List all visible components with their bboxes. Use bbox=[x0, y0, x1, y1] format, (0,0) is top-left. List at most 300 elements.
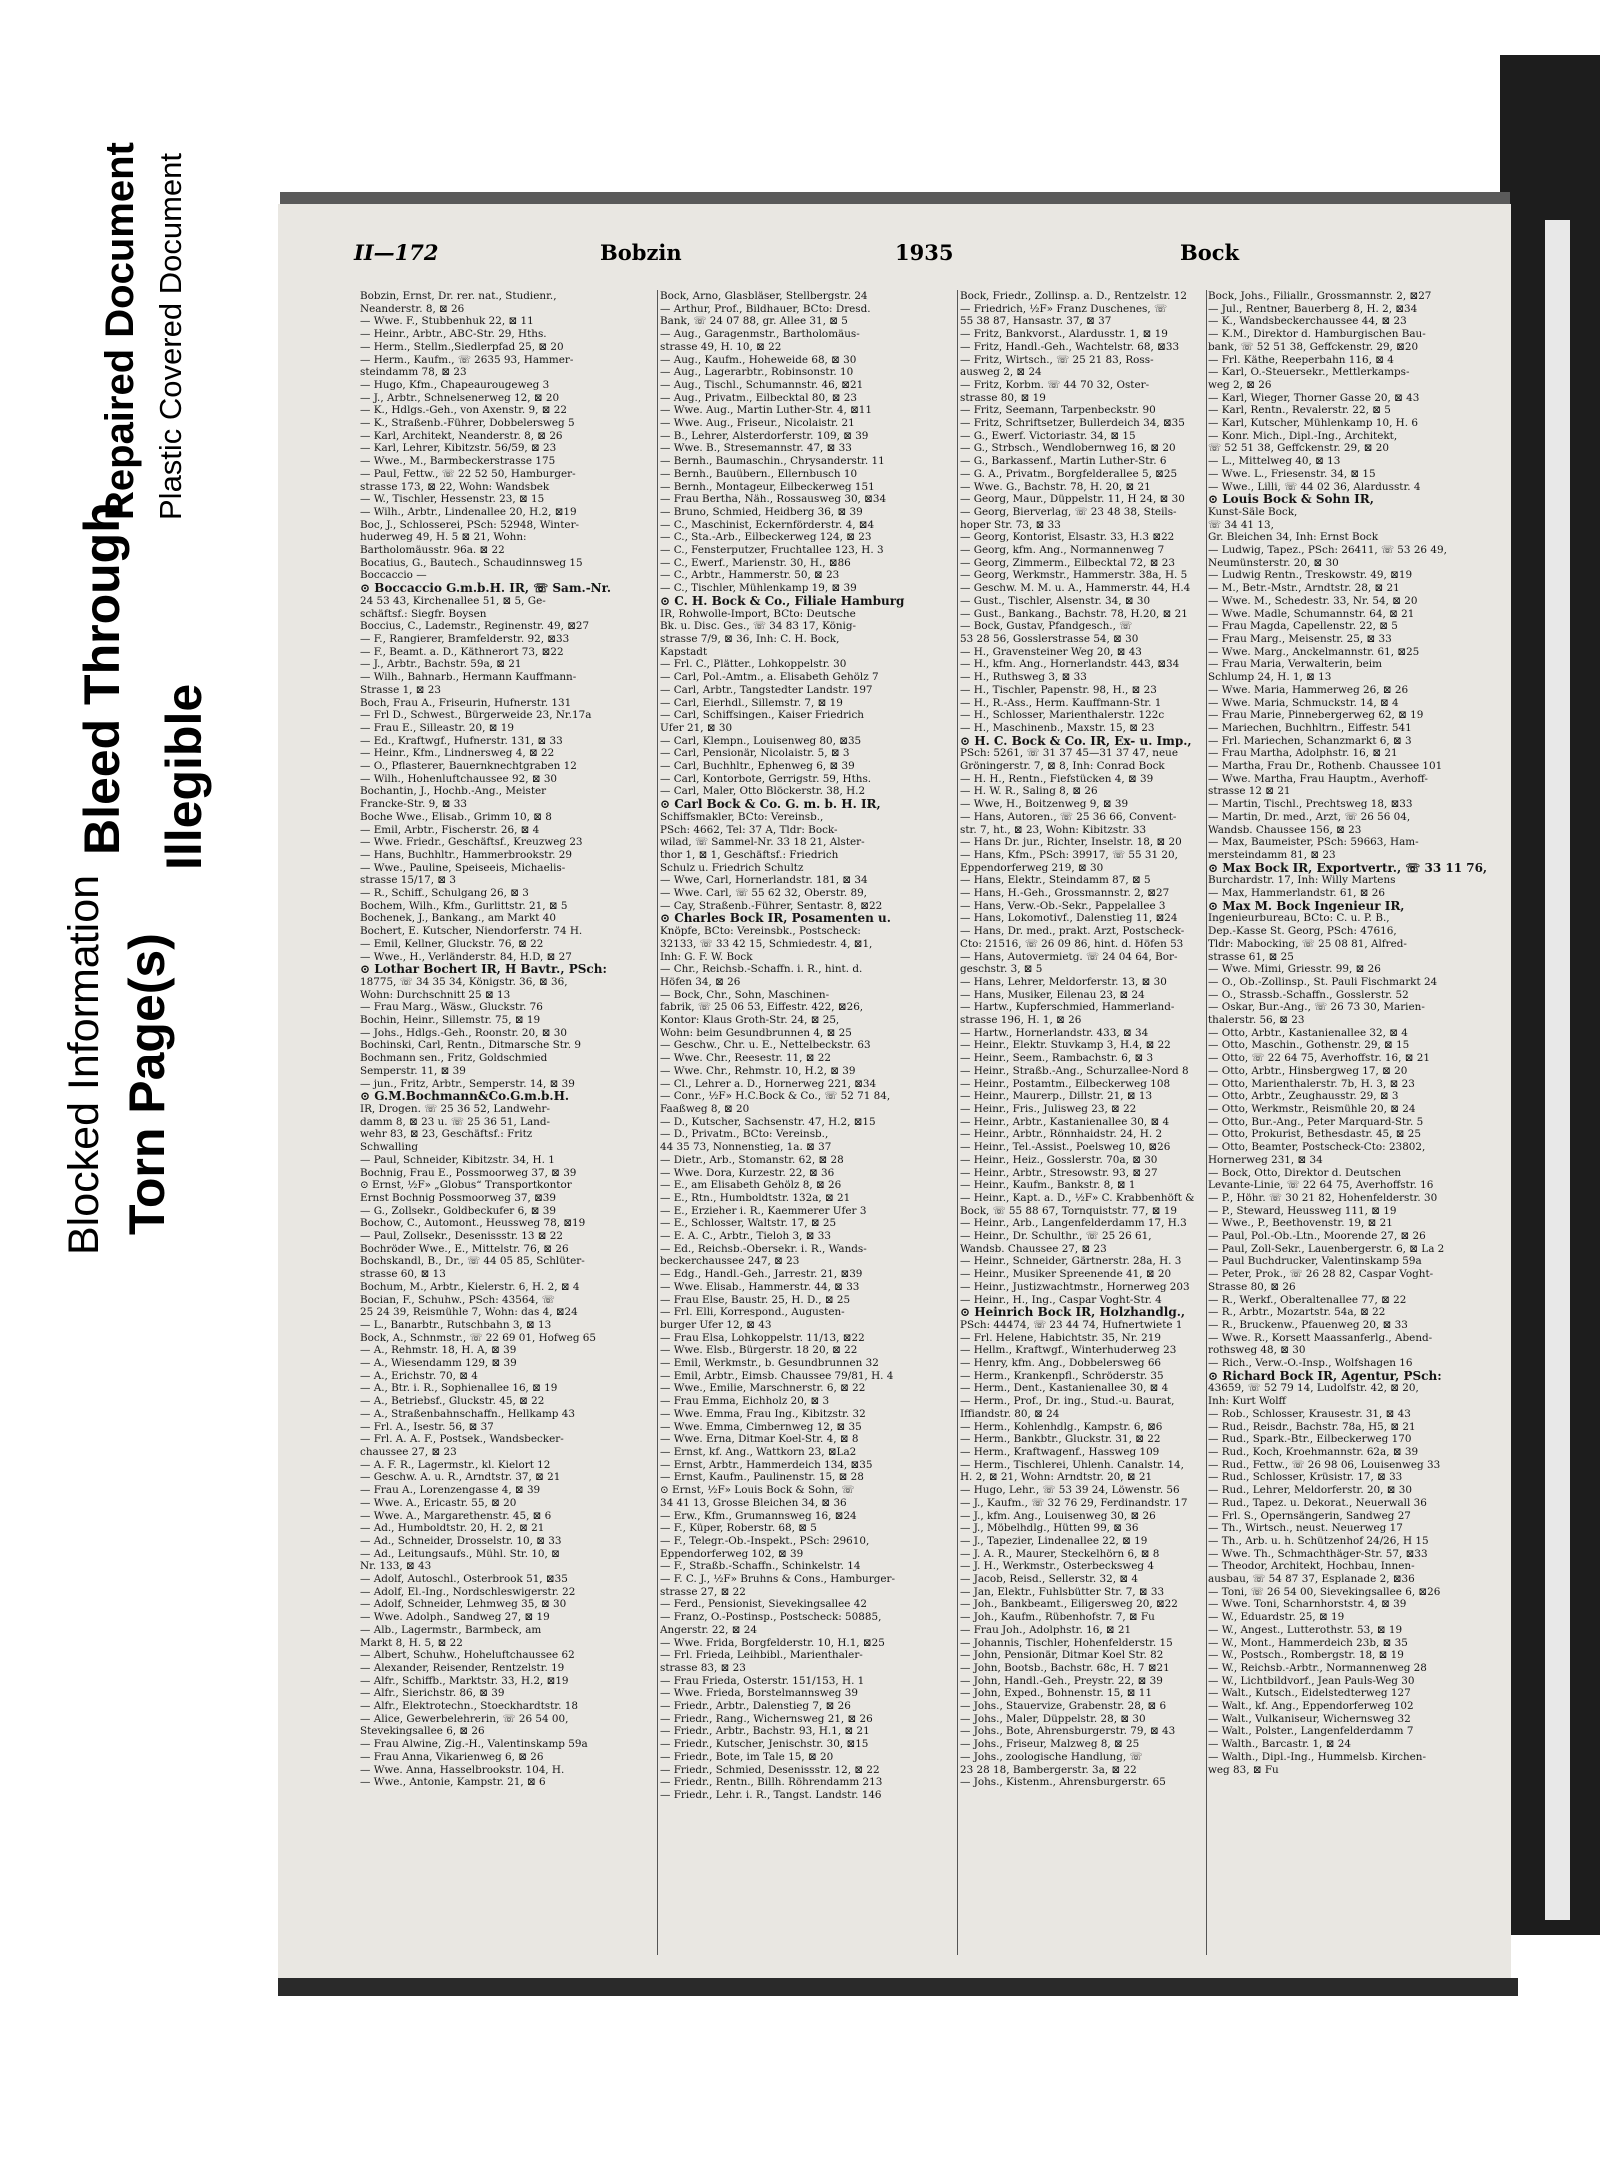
directory-entry-line: — H., Schlosser, Marienthalerstr. 122c bbox=[960, 709, 1165, 722]
directory-entry-line: — W., Postsch., Rombergstr. 18, ⊠ 19 bbox=[1208, 1649, 1404, 1662]
directory-entry-line: — Gust., Bankang., Bachstr. 78, H.20, ⊠ 21 bbox=[960, 607, 1188, 620]
directory-entry-line: — Frau Martha, Adolphstr. 16, ⊠ 21 bbox=[1208, 747, 1398, 760]
directory-entry-line: — Hans, Lokomotivf., Dalenstieg 11, ⊠24 bbox=[960, 912, 1178, 925]
directory-entry-line: — Mariechen, Buchhltrn., Eiffestr. 541 bbox=[1208, 721, 1412, 734]
directory-entry-line: — Karl, Wieger, Thorner Gasse 20, ⊠ 43 bbox=[1208, 391, 1420, 404]
directory-entry-line: — Rud., Koch, Kroehmannstr. 62a, ⊠ 39 bbox=[1208, 1445, 1419, 1458]
directory-entry-line: — Ad., Humboldtstr. 20, H. 2, ⊠ 21 bbox=[360, 1522, 545, 1535]
directory-entry-line: Boch, Frau A., Friseurin, Hufnerstr. 131 bbox=[360, 696, 572, 709]
directory-entry-line: — Otto, Prokurist, Bethesdastr. 45, ⊠ 25 bbox=[1208, 1128, 1422, 1141]
directory-entry-line: strasse 196, H. 1, ⊠ 26 bbox=[960, 1014, 1082, 1027]
directory-entry-line: — Emil, Arbtr., Eimsb. Chaussee 79/81, H. 4 bbox=[660, 1369, 894, 1382]
directory-entry-line: — Wwe. Adolph., Sandweg 27, ⊠ 19 bbox=[360, 1611, 550, 1624]
directory-entry-line: Bochskandl, B., Dr., ☏ 44 05 85, Schlüter- bbox=[360, 1255, 585, 1268]
directory-entry-line: — Aug., Tischl., Schumannstr. 46, ⊠21 bbox=[660, 378, 864, 391]
directory-entry-line: ⊙ Lothar Bochert IR, H Bavtr., PSch: bbox=[360, 963, 607, 976]
directory-entry-line: — Wwe. Carl, ☏ 55 62 32, Oberstr. 89, bbox=[660, 887, 867, 900]
directory-entry-line: — Paul Buchdrucker, Valentinskamp 59a bbox=[1208, 1255, 1422, 1268]
directory-entry-line: — H., Tischler, Papenstr. 98, H., ⊠ 23 bbox=[960, 683, 1157, 696]
directory-entry-line: 23 28 18, Bambergerstr. 3a, ⊠ 22 bbox=[960, 1763, 1137, 1776]
directory-entry-line: — Heinr., Postamtm., Eilbeckerweg 108 bbox=[960, 1077, 1171, 1090]
directory-entry-line: — Wwe. Anna, Hasselbrookstr. 104, H. bbox=[360, 1763, 565, 1776]
directory-entry-line: — Heinr., Straßb.-Ang., Schurzallee-Nord 8 bbox=[960, 1064, 1189, 1077]
directory-entry-line: Boccius, C., Lademstr., Reginenstr. 49, ⊠27 bbox=[360, 620, 590, 633]
directory-entry-line: strasse 15/17, ⊠ 3 bbox=[360, 874, 456, 887]
directory-entry-line: Bock, Friedr., Zollinsp. a. D., Rentzelstr. 12 bbox=[960, 290, 1187, 302]
directory-entry-line: — Ernst, Kaufm., Paulinenstr. 15, ⊠ 28 bbox=[660, 1471, 864, 1484]
directory-entry-line: — Aug., Privatm., Eilbecktal 80, ⊠ 23 bbox=[660, 391, 857, 404]
directory-entry-line: — H. W. R., Saling 8, ⊠ 26 bbox=[960, 785, 1098, 798]
directory-entry-line: — Georg, Kontorist, Elsastr. 33, H.3 ⊠22 bbox=[960, 531, 1175, 544]
directory-entry-line: Bk. u. Disc. Ges., ☏ 34 83 17, König- bbox=[660, 620, 857, 633]
directory-entry-line: Bochmann sen., Fritz, Goldschmied bbox=[360, 1052, 548, 1065]
directory-entry-line: — Paul, Zollsekr., Desenissstr. 13 ⊠ 22 bbox=[360, 1230, 564, 1243]
directory-entry-line: Wohn: beim Gesundbrunnen 4, ⊠ 25 bbox=[660, 1026, 852, 1039]
directory-entry-line: — Otto, Marienthalerstr. 7b, H. 3, ⊠ 23 bbox=[1208, 1077, 1415, 1090]
directory-entry-line: strasse 60, ⊠ 13 bbox=[360, 1268, 446, 1281]
header-left-word: Bobzin bbox=[600, 240, 682, 265]
directory-entry-line: PSch: 5261, ☏ 31 37 45—31 37 47, neue bbox=[960, 747, 1178, 760]
directory-entry-line: — Wwe. M., Schedestr. 33, Nr. 54, ⊠ 20 bbox=[1208, 594, 1418, 607]
directory-entry-line: — J., Kaufm., ☏ 32 76 29, Ferdinandstr. 17 bbox=[960, 1496, 1188, 1509]
directory-entry-line: — J., Arbtr., Schnelsenerweg 12, ⊠ 20 bbox=[360, 391, 560, 404]
directory-entry-line: — Frl. A., Isestr. 56, ⊠ 37 bbox=[360, 1420, 494, 1433]
directory-entry-line: — Bock, Otto, Direktor d. Deutschen bbox=[1208, 1166, 1402, 1179]
spine-page-edge bbox=[1545, 220, 1570, 1920]
directory-entry-line: — Frl. Helene, Habichtstr. 35, Nr. 219 bbox=[960, 1331, 1161, 1344]
directory-entry-line: 53 28 56, Gosslerstrasse 54, ⊠ 30 bbox=[960, 632, 1139, 645]
label-blocked-information: Blocked Information bbox=[60, 874, 108, 1255]
directory-entry-line: Bochinski, Carl, Rentn., Ditmarsche Str. 9 bbox=[360, 1039, 581, 1052]
directory-entry-line: — Emil, Kellner, Gluckstr. 76, ⊠ 22 bbox=[360, 937, 544, 950]
directory-entry-line: strasse 12 ⊠ 21 bbox=[1208, 785, 1291, 798]
directory-entry-line: beckerchaussee 247, ⊠ 23 bbox=[660, 1255, 800, 1268]
directory-entry-line: — Heinr., Arbtr., ABC-Str. 29, Hths. bbox=[360, 328, 547, 341]
directory-entry-line: — A., Betriebsf., Gluckstr. 45, ⊠ 22 bbox=[360, 1395, 545, 1408]
directory-entry-line: — J., Möbelhdlg., Hütten 99, ⊠ 36 bbox=[960, 1522, 1139, 1535]
directory-entry-line: — Rud., Lehrer, Meldorferstr. 20, ⊠ 30 bbox=[1208, 1484, 1413, 1497]
directory-entry-line: — F., Straßb.-Schaffn., Schinkelstr. 14 bbox=[660, 1560, 861, 1573]
directory-entry-line: — Alfr., Elektrotechn., Stoeckhardtstr. 18 bbox=[360, 1700, 578, 1713]
directory-entry-line: — Emil, Arbtr., Fischerstr. 26, ⊠ 4 bbox=[360, 823, 540, 836]
directory-entry-line: — E., am Elisabeth Gehölz 8, ⊠ 26 bbox=[660, 1179, 842, 1192]
directory-entry-line: — Wwe, H., Boitzenweg 9, ⊠ 39 bbox=[960, 798, 1129, 811]
column-divider bbox=[957, 290, 958, 1955]
directory-entry-line: Bocian, F., Schuhw., PSch: 43564, ☏ bbox=[360, 1293, 555, 1306]
directory-entry-line: — Hans, Verw.-Ob.-Sekr., Pappelallee 3 bbox=[960, 899, 1166, 912]
directory-entry-line: — Friedr., Bote, im Tale 15, ⊠ 20 bbox=[660, 1750, 834, 1763]
directory-entry-line: — Alb., Lagermstr., Barmbeck, am bbox=[360, 1623, 542, 1636]
directory-entry-line: ⊙ Carl Bock & Co. G. m. b. H. IR, bbox=[660, 798, 881, 811]
directory-entry-line: — Ludwig Rentn., Treskowstr. 49, ⊠19 bbox=[1208, 569, 1413, 582]
directory-entry-line: Gr. Bleichen 34, Inh: Ernst Bock bbox=[1208, 531, 1378, 544]
directory-entry-line: — Frl. Frieda, Leihbibl., Marienthaler- bbox=[660, 1649, 863, 1662]
directory-entry-line: — Ad., Schneider, Drosselstr. 10, ⊠ 33 bbox=[360, 1534, 562, 1547]
directory-column-2 bbox=[660, 290, 955, 1955]
directory-entry-line: Bochröder Wwe., E., Mittelstr. 76, ⊠ 26 bbox=[360, 1242, 569, 1255]
directory-entry-line: — Geschw. A. u. R., Arndtstr. 37, ⊠ 21 bbox=[360, 1471, 561, 1484]
directory-entry-line: — H., Ruthsweg 3, ⊠ 33 bbox=[960, 671, 1087, 684]
directory-entry-line: 24 53 43, Kirchenallee 51, ⊠ 5, Ge- bbox=[360, 594, 546, 607]
directory-entry-line: ⊙ Charles Bock IR, Posamenten u. bbox=[660, 912, 891, 926]
directory-entry-line: — Heinr., Arb., Langenfelderdamm 17, H.3 bbox=[960, 1217, 1187, 1230]
directory-entry-line: — Heinr., Kapt. a. D., ½F» C. Krabbenhöft & bbox=[960, 1191, 1195, 1204]
directory-entry-line: — Toni, ☏ 26 54 00, Sievekingsallee 6, ⊠26 bbox=[1208, 1585, 1441, 1598]
directory-entry-line: — Rud., Tapez. u. Dekorat., Neuerwall 36 bbox=[1208, 1496, 1427, 1509]
directory-entry-line: 18775, ☏ 34 35 34, Königstr. 36, ⊠ 36, bbox=[360, 975, 568, 988]
directory-entry-line: — Frau Marie, Pinnebergerweg 62, ⊠ 19 bbox=[1208, 709, 1424, 722]
directory-entry-line: Eppendorferweg 219, ⊠ 30 bbox=[960, 861, 1104, 874]
directory-entry-line: — Carl, Eierhdl., Sillemstr. 7, ⊠ 19 bbox=[660, 696, 843, 709]
directory-entry-line: — Wwe., Antonie, Kampstr. 21, ⊠ 6 bbox=[360, 1776, 546, 1789]
directory-entry-line: — Carl, Arbtr., Tangstedter Landstr. 197 bbox=[660, 683, 873, 696]
directory-entry-line: — Frau Magda, Capellenstr. 22, ⊠ 5 bbox=[1208, 620, 1398, 633]
directory-entry-line: — Hugo, Kfm., Chapeaurougeweg 3 bbox=[360, 378, 550, 391]
directory-entry-line: — Martin, Dr. med., Arzt, ☏ 26 56 04, bbox=[1208, 810, 1411, 823]
directory-entry-line: — Karl, Rentn., Revalerstr. 22, ⊠ 5 bbox=[1208, 404, 1391, 417]
directory-entry-line: — Frau Else, Baustr. 25, H. D., ⊠ 25 bbox=[660, 1293, 851, 1306]
directory-entry-line: — F., Küper, Roberstr. 68, ⊠ 5 bbox=[660, 1522, 817, 1535]
directory-entry-line: — Gust., Tischler, Alsenstr. 34, ⊠ 30 bbox=[960, 594, 1151, 607]
scan-bottom-edge bbox=[278, 1978, 1518, 1996]
directory-entry-line: — Johs., Kistenm., Ahrensburgerstr. 65 bbox=[960, 1776, 1166, 1789]
directory-entry-line: — Frau Joh., Adolphstr. 16, ⊠ 21 bbox=[960, 1623, 1132, 1636]
directory-entry-line: — Wwe. Dora, Kurzestr. 22, ⊠ 36 bbox=[660, 1166, 835, 1179]
directory-entry-line: str. 7, ht., ⊠ 23, Wohn: Kibitzstr. 33 bbox=[960, 823, 1147, 836]
directory-entry-line: Bochin, Heinr., Sillemstr. 75, ⊠ 19 bbox=[360, 1014, 541, 1027]
directory-entry-line: Kontor: Klaus Groth-Str. 24, ⊠ 25, bbox=[660, 1014, 840, 1027]
directory-entry-line: Boc, J., Schlosserei, PSch: 52948, Winter- bbox=[360, 518, 580, 531]
directory-entry-line: hoper Str. 73, ⊠ 33 bbox=[960, 518, 1061, 531]
directory-entry-line: — Wwe, Carl, Hornerlandstr. 181, ⊠ 34 bbox=[660, 874, 868, 887]
directory-entry-line: Bochert, E. Kutscher, Niendorferstr. 74 H. bbox=[360, 925, 583, 938]
directory-entry-line: — W., Angest., Lutterothstr. 53, ⊠ 19 bbox=[1208, 1623, 1403, 1636]
directory-entry-line: — Wwe. Chr., Reesestr. 11, ⊠ 22 bbox=[660, 1052, 831, 1065]
directory-entry-line: — Karl, Kutscher, Mühlenkamp 10, H. 6 bbox=[1208, 417, 1418, 430]
directory-entry-line: — Oskar, Bur.-Ang., ☏ 26 73 30, Marien- bbox=[1208, 1001, 1425, 1014]
directory-entry-line: — C., Arbtr., Hammerstr. 50, ⊠ 23 bbox=[660, 569, 840, 582]
directory-entry-line: — Wwe. Emma, Cimbernweg 12, ⊠ 35 bbox=[660, 1420, 862, 1433]
directory-entry-line: — Frl D., Schwest., Bürgerweide 23, Nr.17a bbox=[360, 709, 592, 722]
directory-entry-line: — Wwe. R., Korsett Maassanferlg., Abend- bbox=[1208, 1331, 1433, 1344]
directory-entry-line: — A. F. R., Lagermstr., kl. Kielort 12 bbox=[360, 1458, 551, 1471]
directory-entry-line: strasse 61, ⊠ 25 bbox=[1208, 950, 1294, 963]
directory-entry-line: — K., Hdlgs.-Geh., von Axenstr. 9, ⊠ 22 bbox=[360, 404, 567, 417]
directory-entry-line: Wandsb. Chaussee 156, ⊠ 23 bbox=[1208, 823, 1362, 836]
directory-entry-line: 25 24 39, Reismühle 7, Wohn: das 4, ⊠24 bbox=[360, 1306, 578, 1319]
directory-entry-line: — Alexander, Reisender, Rentzelstr. 19 bbox=[360, 1661, 565, 1674]
directory-entry-line: — Frau Maria, Verwalterin, beim bbox=[1208, 658, 1382, 671]
directory-entry-line: — Otto, Bur.-Ang., Peter Marquard-Str. 5 bbox=[1208, 1115, 1424, 1128]
directory-entry-line: — Walt., Kutsch., Eidelstedterweg 127 bbox=[1208, 1687, 1411, 1700]
directory-entry-line: — Chr., Reichsb.-Schaffn. i. R., hint. d. bbox=[660, 963, 863, 976]
directory-entry-line: — Heinr., Maurerp., Dillstr. 21, ⊠ 13 bbox=[960, 1090, 1153, 1103]
directory-entry-line: — Cay, Straßenb.-Führer, Sentastr. 8, ⊠22 bbox=[660, 899, 883, 912]
directory-entry-line: — John, Exped., Bohnenstr. 15, ⊠ 11 bbox=[960, 1687, 1153, 1700]
directory-entry-line: — Wwe. Maria, Schmuckstr. 14, ⊠ 4 bbox=[1208, 696, 1399, 709]
directory-entry-line: — Alfr., Sierichstr. 86, ⊠ 39 bbox=[360, 1687, 505, 1700]
directory-entry-line: — Herm., Krankenpfl., Schröderstr. 35 bbox=[960, 1369, 1164, 1382]
directory-entry-line: — W., Mont., Hammerdeich 23b, ⊠ 35 bbox=[1208, 1636, 1408, 1649]
directory-entry-line: — L., Mittelweg 40, ⊠ 13 bbox=[1208, 455, 1341, 468]
directory-entry-line: — D., Privatm., BCto: Vereinsb., bbox=[660, 1128, 829, 1141]
directory-entry-line: Bock, ☏ 55 88 67, Tornquiststr. 77, ⊠ 19 bbox=[960, 1204, 1177, 1217]
directory-entry-line: Markt 8, H. 5, ⊠ 22 bbox=[360, 1636, 463, 1649]
directory-entry-line: strasse 83, ⊠ 23 bbox=[660, 1661, 746, 1674]
directory-entry-line: Gröningerstr. 7, ⊠ 8, Inh: Conrad Bock bbox=[960, 760, 1165, 773]
directory-entry-line: Höfen 34, ⊠ 26 bbox=[660, 975, 741, 988]
directory-entry-line: — Dietr., Arb., Stomanstr. 62, ⊠ 28 bbox=[660, 1153, 844, 1166]
directory-entry-line: — Hans, Autovermietg. ☏ 24 04 64, Bor- bbox=[960, 950, 1178, 963]
directory-entry-line: Bock, A., Schnmstr., ☏ 22 69 01, Hofweg 65 bbox=[360, 1331, 596, 1344]
directory-entry-line: Francke-Str. 9, ⊠ 33 bbox=[360, 798, 468, 811]
directory-entry-line: — Hans, Dr. med., prakt. Arzt, Postscheck- bbox=[960, 925, 1185, 938]
directory-entry-line: — Fritz, Handl.-Geh., Wachtelstr. 68, ⊠33 bbox=[960, 340, 1180, 353]
directory-entry-line: — Karl, O.-Steuersekr., Mettlerkamps- bbox=[1208, 366, 1410, 379]
directory-entry-line: — J. H., Werkmstr., Osterbecksweg 4 bbox=[960, 1560, 1154, 1573]
directory-entry-line: — Wwe. Erna, Ditmar Koel-Str. 4, ⊠ 8 bbox=[660, 1433, 859, 1446]
directory-entry-line: — J., Arbtr., Bachstr. 59a, ⊠ 21 bbox=[360, 658, 522, 671]
directory-entry-line: — R., Schiff., Schulgang 26, ⊠ 3 bbox=[360, 887, 529, 900]
directory-entry-line: — C., Fensterputzer, Fruchtallee 123, H. 3 bbox=[660, 544, 884, 557]
directory-entry-line: — F., Rangierer, Bramfelderstr. 92, ⊠33 bbox=[360, 632, 570, 645]
directory-entry-line: — Friedr., Lehr. i. R., Tangst. Landstr. 146 bbox=[660, 1788, 882, 1801]
directory-entry-line: — Heinr., Elektr. Stuvkamp 3, H.4, ⊠ 22 bbox=[960, 1039, 1171, 1052]
directory-entry-line: — O., Pflasterer, Bauernknechtgraben 12 bbox=[360, 760, 577, 773]
directory-entry-line: — Johs., Hdlgs.-Geh., Roonstr. 20, ⊠ 30 bbox=[360, 1026, 567, 1039]
directory-entry-line: Neumünsterstr. 20, ⊠ 30 bbox=[1208, 556, 1339, 569]
directory-entry-line: — Friedr., Kutscher, Jenischstr. 30, ⊠15 bbox=[660, 1738, 869, 1751]
directory-entry-line: — Georg, kfm. Ang., Normannenweg 7 bbox=[960, 544, 1165, 557]
directory-entry-line: — O., Strassb.-Schaffn., Gosslerstr. 52 bbox=[1208, 988, 1409, 1001]
directory-entry-line: — Hans, Lehrer, Meldorferstr. 13, ⊠ 30 bbox=[960, 975, 1167, 988]
directory-entry-line: — Johs., zoologische Handlung, ☏ bbox=[960, 1750, 1143, 1763]
directory-entry-line: — H., Gravensteiner Weg 20, ⊠ 43 bbox=[960, 645, 1142, 658]
directory-entry-line: — Herm., Kaufm., ☏ 2635 93, Hammer- bbox=[360, 353, 574, 366]
directory-entry-line: — F. C. J., ½F» Bruhns & Cons., Hamburger- bbox=[660, 1573, 895, 1586]
directory-entry-line: Cto: 21516, ☏ 26 09 86, hint. d. Höfen 53 bbox=[960, 937, 1184, 950]
directory-entry-line: — Otto, Beamter, Postscheck-Cto: 23802, bbox=[1208, 1141, 1426, 1154]
directory-entry-line: — Karl, Architekt, Neanderstr. 8, ⊠ 26 bbox=[360, 429, 563, 442]
directory-entry-line: Strasse 80, ⊠ 26 bbox=[1208, 1280, 1296, 1293]
directory-entry-line: — Wwe. B., Stresemannstr. 47, ⊠ 33 bbox=[660, 442, 852, 455]
directory-entry-line: — Johs., Maler, Düppelstr. 28, ⊠ 30 bbox=[960, 1712, 1146, 1725]
directory-entry-line: strasse 7/9, ⊠ 36, Inh: C. H. Bock, bbox=[660, 632, 840, 645]
directory-entry-line: — G., Zollsekr., Goldbeckufer 6, ⊠ 39 bbox=[360, 1204, 557, 1217]
directory-entry-line: — Theodor, Architekt, Hochbau, Innen- bbox=[1208, 1560, 1415, 1573]
directory-entry-line: — Wilh., Arbtr., Lindenallee 20, H.2, ⊠19 bbox=[360, 505, 577, 518]
directory-entry-line: — Rud., Schlosser, Krüsistr. 17, ⊠ 33 bbox=[1208, 1471, 1403, 1484]
directory-entry-line: IR, Rohwolle-Import, BCto: Deutsche bbox=[660, 607, 856, 620]
directory-entry-line: — Jan, Elektr., Fuhlsbütter Str. 7, ⊠ 33 bbox=[960, 1585, 1165, 1598]
directory-entry-line: — Wwe. Th., Schmachthäger-Str. 57, ⊠33 bbox=[1208, 1547, 1428, 1560]
directory-entry-line: 44 35 73, Nonnenstieg, 1a. ⊠ 37 bbox=[660, 1141, 832, 1154]
directory-entry-line: — Jul., Rentner, Bauerberg 8, H. 2, ⊠34 bbox=[1208, 302, 1418, 315]
directory-entry-line: — Ed., Reichsb.-Obersekr. i. R., Wands- bbox=[660, 1242, 867, 1255]
directory-entry-line: Dep.-Kasse St. Georg, PSch: 47616, bbox=[1208, 925, 1397, 938]
directory-entry-line: — Fritz, Wirtsch., ☏ 25 21 83, Ross- bbox=[960, 353, 1154, 366]
directory-entry-line: H. 2, ⊠ 21, Wohn: Arndtstr. 20, ⊠ 21 bbox=[960, 1471, 1153, 1484]
directory-entry-line: Ingenieurbureau, BCto: C. u. P. B., bbox=[1208, 912, 1390, 925]
directory-entry-line: — Heinr., Arbtr., Stresowstr. 93, ⊠ 27 bbox=[960, 1166, 1158, 1179]
directory-entry-line: — Carl, Schiffsingen., Kaiser Friedrich bbox=[660, 709, 864, 722]
directory-entry-line: — Wwe. Maria, Hammerweg 26, ⊠ 26 bbox=[1208, 683, 1409, 696]
directory-entry-line: — Frau Bertha, Näh., Rossausweg 30, ⊠34 bbox=[660, 493, 887, 506]
directory-entry-line: — Fritz, Seemann, Tarpenbeckstr. 90 bbox=[960, 404, 1156, 417]
directory-entry-line: — Friedr., Arbtr., Bachstr. 93, H.1, ⊠ 21 bbox=[660, 1725, 870, 1738]
directory-entry-line: Bochem, Wilh., Kfm., Gurlittstr. 21, ⊠ 5 bbox=[360, 899, 568, 912]
label-repaired-document: Repaired Document bbox=[98, 142, 142, 520]
directory-entry-line: — Heinr., Justizwachtmstr., Hornerweg 203 bbox=[960, 1280, 1190, 1293]
directory-entry-line: Iffiandstr. 80, ⊠ 24 bbox=[960, 1407, 1060, 1420]
directory-entry-line: steindamm 78, ⊠ 23 bbox=[360, 366, 467, 379]
directory-entry-line: Stevekingsallee 6, ⊠ 26 bbox=[360, 1725, 485, 1738]
label-bleed-through: Bleed Through bbox=[74, 502, 130, 855]
directory-entry-line: Tldr: Mabocking, ☏ 25 08 81, Alfred- bbox=[1208, 937, 1407, 950]
directory-entry-line: — Frl. Elli, Korrespond., Augusten- bbox=[660, 1306, 845, 1319]
directory-entry-line: — Wwe. Frieda, Borstelmannsweg 39 bbox=[660, 1687, 858, 1700]
directory-entry-line: — Cl., Lehrer a. D., Hornerweg 221, ⊠34 bbox=[660, 1077, 877, 1090]
directory-entry-line: — John, Pensionär, Ditmar Koel Str. 82 bbox=[960, 1649, 1164, 1662]
directory-entry-line: — Bock, Chr., Sohn, Maschinen- bbox=[660, 988, 830, 1001]
directory-entry-line: — L., Banarbtr., Rutschbahn 3, ⊠ 13 bbox=[360, 1318, 552, 1331]
directory-entry-line: — Ferd., Pensionist, Sievekingsallee 42 bbox=[660, 1598, 867, 1611]
directory-entry-line: — Frau Frieda, Osterstr. 151/153, H. 1 bbox=[660, 1674, 865, 1687]
directory-entry-line: — Frau Elsa, Lohkoppelstr. 11/13, ⊠22 bbox=[660, 1331, 865, 1344]
directory-entry-line: — Hans, H.-Geh., Grossmannstr. 2, ⊠27 bbox=[960, 887, 1170, 900]
directory-entry-line: 34 41 13, Grosse Bleichen 34, ⊠ 36 bbox=[660, 1496, 847, 1509]
directory-entry-line: — H., Maschinenb., Maxstr. 15, ⊠ 23 bbox=[960, 721, 1155, 734]
directory-entry-line: — K., Straßenb.-Führer, Dobbelersweg 5 bbox=[360, 417, 575, 430]
directory-entry-line: — Paul, Fettw., ☏ 22 52 50, Hamburger- bbox=[360, 467, 576, 480]
directory-entry-line: — Conr., ½F» H.C.Bock & Co., ☏ 52 71 84, bbox=[660, 1090, 891, 1103]
directory-entry-line: — E. A. C., Arbtr., Tieloh 3, ⊠ 33 bbox=[660, 1230, 831, 1243]
directory-entry-line: huderweg 49, H. 5 ⊠ 21, Wohn: bbox=[360, 531, 527, 544]
directory-entry-line: — Adolf, Schneider, Lehmweg 35, ⊠ 30 bbox=[360, 1598, 567, 1611]
directory-entry-line: — Heinr., Arbtr., Kastanienallee 30, ⊠ 4 bbox=[960, 1115, 1170, 1128]
directory-entry-line: — C., Maschinist, Eckernförderstr. 4, ⊠4 bbox=[660, 518, 875, 531]
directory-column-4 bbox=[1208, 290, 1496, 1955]
directory-entry-line: — Martin, Tischl., Prechtsweg 18, ⊠33 bbox=[1208, 798, 1413, 811]
directory-entry-line: — O., Ob.-Zollinsp., St. Pauli Fischmarkt 24 bbox=[1208, 975, 1438, 988]
directory-entry-line: ☏ 52 51 38, Geffckenstr. 29, ⊠ 20 bbox=[1208, 442, 1389, 455]
directory-entry-line: strasse 80, ⊠ 19 bbox=[960, 391, 1046, 404]
directory-entry-line: — J. A. R., Maurer, Steckelhörn 6, ⊠ 8 bbox=[960, 1547, 1160, 1560]
directory-entry-line: ⊙ Heinrich Bock IR, Holzhandlg., bbox=[960, 1306, 1186, 1319]
directory-entry-line: geschstr. 3, ⊠ 5 bbox=[960, 963, 1043, 976]
directory-entry-line: — Carl, Pensionär, Nicolaistr. 5, ⊠ 3 bbox=[660, 747, 850, 760]
directory-entry-line: ⊙ Richard Bock IR, Agentur, PSch: bbox=[1208, 1369, 1442, 1383]
directory-entry-line: — Hugo, Lehr., ☏ 53 39 24, Löwenstr. 56 bbox=[960, 1484, 1180, 1497]
directory-entry-line: Semperstr. 11, ⊠ 39 bbox=[360, 1064, 466, 1077]
directory-entry-line: — Friedr., Arbtr., Dalenstieg 7, ⊠ 26 bbox=[660, 1700, 851, 1713]
directory-entry-line: — Heinr., Schneider, Gärtnerstr. 28a, H. 3 bbox=[960, 1255, 1182, 1268]
directory-entry-line: — Frl. Mariechen, Schanzmarkt 6, ⊠ 3 bbox=[1208, 734, 1412, 747]
directory-entry-line: — Hans Dr. jur., Richter, Inselstr. 18, ⊠ 20 bbox=[960, 836, 1182, 849]
directory-entry-line: Inh: Kurt Wolff bbox=[1208, 1395, 1286, 1408]
directory-entry-line: — G. A., Privatm., Borgfelderallee 5, ⊠25 bbox=[960, 467, 1178, 480]
directory-entry-line: — Bernh., Bauübern., Ellernbusch 10 bbox=[660, 467, 858, 480]
directory-entry-line: — Wwe. G., Bachstr. 78, H. 20, ⊠ 21 bbox=[960, 480, 1151, 493]
directory-entry-line: — Hans, Elektr., Steindamm 87, ⊠ 5 bbox=[960, 874, 1151, 887]
directory-entry-line: — Wwe., Emilie, Marschnerstr. 6, ⊠ 22 bbox=[660, 1382, 866, 1395]
directory-entry-line: — A., Btr. i. R., Sophienallee 16, ⊠ 19 bbox=[360, 1382, 558, 1395]
directory-entry-line: Bock, Arno, Glasbläser, Stellbergstr. 24 bbox=[660, 290, 868, 302]
directory-entry-line: — Otto, Werkmstr., Reismühle 20, ⊠ 24 bbox=[1208, 1103, 1416, 1115]
directory-entry-line: — Adolf, El.-Ing., Nordschleswigerstr. 22 bbox=[360, 1585, 576, 1598]
label-plastic-covered-document: Plastic Covered Document bbox=[153, 153, 188, 520]
directory-entry-line: — Heinr., Tel.-Assist., Poelsweg 10, ⊠26 bbox=[960, 1141, 1171, 1154]
directory-entry-line: — G., Strbsch., Wendlobernweg 16, ⊠ 20 bbox=[960, 442, 1176, 455]
directory-entry-line: — Aug., Kaufm., Hoheweide 68, ⊠ 30 bbox=[660, 353, 857, 366]
directory-entry-line: — Wwe. Emma, Frau Ing., Kibitzstr. 32 bbox=[660, 1407, 866, 1420]
directory-entry-line: — Hartw., Kupferschmied, Hammerland- bbox=[960, 1001, 1175, 1014]
directory-entry-line: — Otto, Arbtr., Hinsbergweg 17, ⊠ 20 bbox=[1208, 1064, 1408, 1077]
directory-entry-line: — Wwe. Aug., Martin Luther-Str. 4, ⊠11 bbox=[660, 404, 873, 417]
directory-entry-line: — Wwe. Friedr., Geschäftsf., Kreuzweg 23 bbox=[360, 836, 583, 849]
directory-entry-line: — R., Bruckenw., Pfauenweg 20, ⊠ 33 bbox=[1208, 1318, 1408, 1331]
directory-entry-line: — F., Beamt. a. D., Käthnerort 73, ⊠22 bbox=[360, 645, 564, 658]
directory-entry-line: — C., Ewerf., Marienstr. 30, H., ⊠86 bbox=[660, 556, 851, 569]
directory-entry-line: — Frau Marg., Meisenstr. 25, ⊠ 33 bbox=[1208, 632, 1392, 645]
directory-entry-line: — Heinr., Kfm., Lindnersweg 4, ⊠ 22 bbox=[360, 747, 555, 760]
directory-entry-line: wehr 83, ⊠ 23, Geschäftsf.: Fritz bbox=[360, 1128, 533, 1141]
directory-entry-line: — Friedrich, ½F» Franz Duschenes, ☏ bbox=[960, 302, 1167, 315]
directory-entry-line: Bock, Johs., Filiallr., Grossmannstr. 2, ⊠27 bbox=[1208, 290, 1432, 302]
directory-entry-line: — Bernh., Montageur, Eilbeckerweg 151 bbox=[660, 480, 875, 493]
directory-entry-line: weg 83, ⊠ Fu bbox=[1208, 1763, 1279, 1776]
directory-entry-line: Ernst Bochnig Possmoorweg 37, ⊠39 bbox=[360, 1191, 557, 1204]
directory-entry-line: — Wwe. Frida, Borgfelderstr. 10, H.1, ⊠25 bbox=[660, 1636, 885, 1649]
directory-entry-line: — Rich., Verw.-O.-Insp., Wolfshagen 16 bbox=[1208, 1357, 1413, 1370]
directory-entry-line: — Wilh., Hohenluftchaussee 92, ⊠ 30 bbox=[360, 772, 558, 785]
directory-entry-line: PSch: 4662, Tel: 37 A, Tldr: Bock- bbox=[660, 823, 838, 836]
directory-entry-line: Wandsb. Chaussee 27, ⊠ 23 bbox=[960, 1242, 1107, 1255]
directory-entry-line: — Rud., Spark.-Btr., Eilbeckerweg 170 bbox=[1208, 1433, 1412, 1446]
directory-entry-line: — Wwe. A., Ericastr. 55, ⊠ 20 bbox=[360, 1496, 517, 1509]
directory-entry-line: — Ed., Kraftwgf., Hufnerstr. 131, ⊠ 33 bbox=[360, 734, 563, 747]
directory-entry-line: — Heinr., H., Ing., Caspar Voght-Str. 4 bbox=[960, 1293, 1162, 1306]
directory-entry-line: — K., Wandsbeckerchaussee 44, ⊠ 23 bbox=[1208, 315, 1407, 328]
directory-entry-line: — Frl. Käthe, Reeperbahn 116, ⊠ 4 bbox=[1208, 353, 1394, 366]
directory-entry-line: Bochenek, J., Bankang., am Markt 40 bbox=[360, 912, 556, 925]
directory-entry-line: — Ernst, kf. Ang., Wattkorn 23, ⊠La2 bbox=[660, 1445, 857, 1458]
directory-entry-line: Levante-Linie, ☏ 22 64 75, Averhoffstr. 16 bbox=[1208, 1179, 1434, 1192]
directory-entry-line: — Joh., Bankbeamt., Eiligersweg 20, ⊠22 bbox=[960, 1598, 1178, 1611]
directory-entry-line: burger Ufer 12, ⊠ 43 bbox=[660, 1318, 772, 1331]
directory-entry-line: — E., Erzieher i. R., Kaemmerer Ufer 3 bbox=[660, 1204, 867, 1217]
directory-entry-line: — Arthur, Prof., Bildhauer, BCto: Dresd. bbox=[660, 302, 871, 315]
directory-entry-line: — F., Telegr.-Ob.-Inspekt., PSch: 29610, bbox=[660, 1534, 870, 1547]
directory-entry-line: — Paul, Zoll-Sekr., Lauenbergerstr. 6, ⊠ La 2 bbox=[1208, 1242, 1445, 1255]
directory-entry-line: — Alfr., Schiffb., Marktstr. 33, H.2, ⊠19 bbox=[360, 1674, 569, 1687]
directory-entry-line: — R., Werkf., Oberaltenallee 77, ⊠ 22 bbox=[1208, 1293, 1407, 1306]
directory-entry-line: — Herm., Kohlenhdlg., Kampstr. 6, ⊠6 bbox=[960, 1420, 1163, 1433]
directory-entry-line: — K.M., Direktor d. Hamburgischen Bau- bbox=[1208, 328, 1426, 341]
directory-entry-line: — J., Tapezier, Lindenallee 22, ⊠ 19 bbox=[960, 1534, 1148, 1547]
directory-entry-line: — A., Wiesendamm 129, ⊠ 39 bbox=[360, 1357, 517, 1370]
directory-entry-line: ⊙ Max M. Bock Ingenieur IR, bbox=[1208, 899, 1405, 913]
directory-entry-line: — Walth., Barcastr. 1, ⊠ 24 bbox=[1208, 1738, 1351, 1751]
directory-entry-line: — Geschw. M. M. u. A., Hammerstr. 44, H.4 bbox=[960, 582, 1191, 595]
directory-entry-line: Boccaccio — bbox=[360, 569, 427, 582]
directory-entry-line: — Aug., Lagerarbtr., Robinsonstr. 10 bbox=[660, 366, 854, 379]
directory-entry-line: — Bruno, Schmied, Heidberg 36, ⊠ 39 bbox=[660, 505, 863, 518]
directory-entry-line: — Wwe. Martha, Frau Hauptm., Averhoff- bbox=[1208, 772, 1428, 785]
directory-entry-line: — Frl. A. A. F., Postsek., Wandsbecker- bbox=[360, 1433, 564, 1446]
directory-entry-line: — John, Handl.-Geh., Preystr. 22, ⊠ 39 bbox=[960, 1674, 1163, 1687]
directory-entry-line: Ufer 21, ⊠ 30 bbox=[660, 721, 733, 734]
